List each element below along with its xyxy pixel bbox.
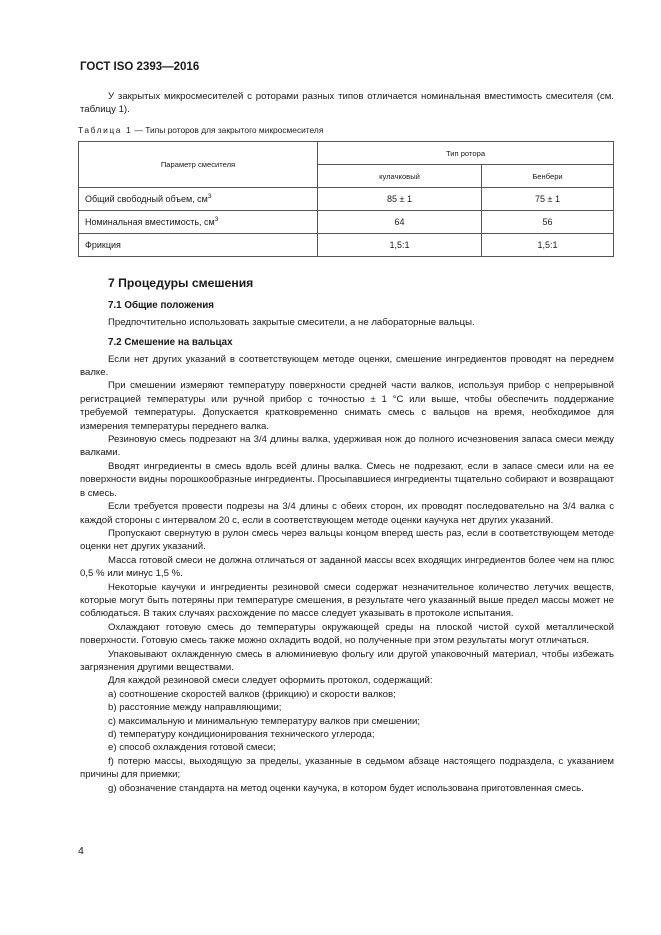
list-item: b) расстояние между направляющими; (108, 702, 282, 714)
row-value-cam: 64 (318, 211, 482, 234)
header-rotor-type: Тип ротора (318, 142, 614, 165)
row-label-sup: 3 (214, 215, 219, 223)
section-7-2-title: 7.2 Смешение на вальцах (108, 336, 233, 348)
paragraph: При смешении измеряют температуру поверхности средней части валков, используя прибор с непрерывной регистрацией температуры или ручной прибор с точностью ± 1 °С или выше, чтобы обеспечить поддержание требуемой температуры. Допускается кратковременно снимать смесь с вальцов на время, необходимое для измерения температуры переднего валка. (80, 380, 614, 432)
paragraph: Пропускают свернутую в рулон смесь через вальцы концом вперед шесть раз, если в соответствующем методе оценки нет других указаний. (80, 527, 614, 553)
list-item: a) соотношение скоростей валков (фрикцию) и скорости валков; (108, 688, 396, 700)
row-label (79, 211, 318, 234)
table-header-row (79, 142, 614, 165)
table-row (79, 234, 614, 257)
row-value-banbury: 75 ± 1 (481, 188, 613, 211)
row-value-cam: 85 ± 1 (318, 188, 482, 211)
paragraph: Если нет других указаний в соответствующем методе оценки, смешение ингредиентов проводят на переднем валке. (80, 353, 614, 379)
row-label-text: Номинальная вместимость, см (85, 216, 215, 227)
table-caption-text: — Типы роторов для закрытого микросмесителя (132, 124, 324, 135)
table-row (79, 188, 614, 211)
header-param: Параметр смесителя (79, 142, 318, 188)
section-7-title: 7 Процедуры смешения (108, 276, 254, 291)
row-value-banbury: 1,5:1 (481, 234, 613, 257)
paragraph: Некоторые каучуки и ингредиенты резиновой смеси содержат незначительное количество летучих веществ, которые могут быть потеряны при температуре смешения, в результате чего указанный выше предел массы может не соблюдаться. В таких случаях расхождение по массе следует указывать в протоколе испытания. (80, 581, 614, 620)
row-value-cam: 1,5:1 (318, 234, 482, 257)
paragraph: Вводят ингредиенты в смесь вдоль всей длины валка. Смесь не подрезают, если в запасе смеси или на ее поверхности видны порошкообразные ингредиенты. Просыпавшиеся ингредиенты тщательно собирают и возвращают в смесь. (80, 460, 614, 499)
table-caption-prefix: Таблица 1 (78, 124, 133, 135)
document-header: ГОСТ ISO 2393—2016 (80, 61, 200, 73)
table-caption (78, 124, 614, 137)
row-label (79, 188, 318, 211)
list-item: f) потерю массы, выходящую за пределы, указанные в седьмом абзаце настоящего подраздела, с указанием причины для приемки; (80, 755, 614, 781)
list-item: c) максимальную и минимальную температуру валков при смешении; (108, 715, 421, 727)
row-value-banbury: 56 (481, 211, 613, 234)
list-item: e) способ охлаждения готовой смеси; (108, 742, 276, 754)
rotor-types-table (78, 141, 614, 257)
paragraph: Упаковывают охлажденную смесь в алюминиевую фольгу или другой упаковочный материал, чтобы избежать загрязнения другими веществами. (80, 648, 614, 673)
table-row (79, 211, 614, 234)
page-number: 4 (78, 845, 84, 857)
intro-paragraph: У закрытых микросмесителей с роторами разных типов отличается номинальная вместимость смесителя (см. таблицу 1). (80, 91, 614, 116)
header-cam: кулачковый (318, 165, 482, 188)
row-label-text: Общий свободный объем, см (85, 193, 208, 204)
section-7-1-title: 7.1 Общие положения (108, 300, 215, 312)
page-content (80, 90, 614, 795)
row-label (79, 234, 318, 257)
list-item: g) обозначение стандарта на метод оценки каучука, в котором будет использована приготовленная смесь. (108, 782, 584, 794)
row-label-text: Фрикция (85, 239, 121, 250)
paragraph: Если требуется провести подрезы на 3/4 длины с обеих сторон, их проводят последовательно на 3/4 валка с каждой стороны с интервалом 20 с, если в соответствующем методе оценки каучука нет других указаний. (80, 501, 614, 526)
row-label-sup: 3 (207, 192, 212, 200)
paragraph: Для каждой резиновой смеси следует оформить протокол, содержащий: (108, 675, 433, 687)
paragraph: Масса готовой смеси не должна отличаться от заданной массы всех входящих ингредиентов более чем на плюс 0,5 % или минус 1,5 %. (80, 554, 614, 580)
list-item: d) температуру кондиционирования технического углерода; (108, 729, 375, 740)
section-7-1-text: Предпочтительно использовать закрытые смесители, а не лабораторные вальцы. (108, 317, 475, 329)
header-banbury: Бенбери (481, 165, 613, 188)
paragraph: Охлаждают готовую смесь до температуры окружающей среды на плоской чистой сухой металлической поверхности. Готовую смесь также можно охладить водой, но полученные при этом результаты могут отличаться. (80, 621, 614, 647)
paragraph: Резиновую смесь подрезают на 3/4 длины валка, удерживая нож до полного исчезновения запаса смеси между валками. (80, 434, 614, 459)
